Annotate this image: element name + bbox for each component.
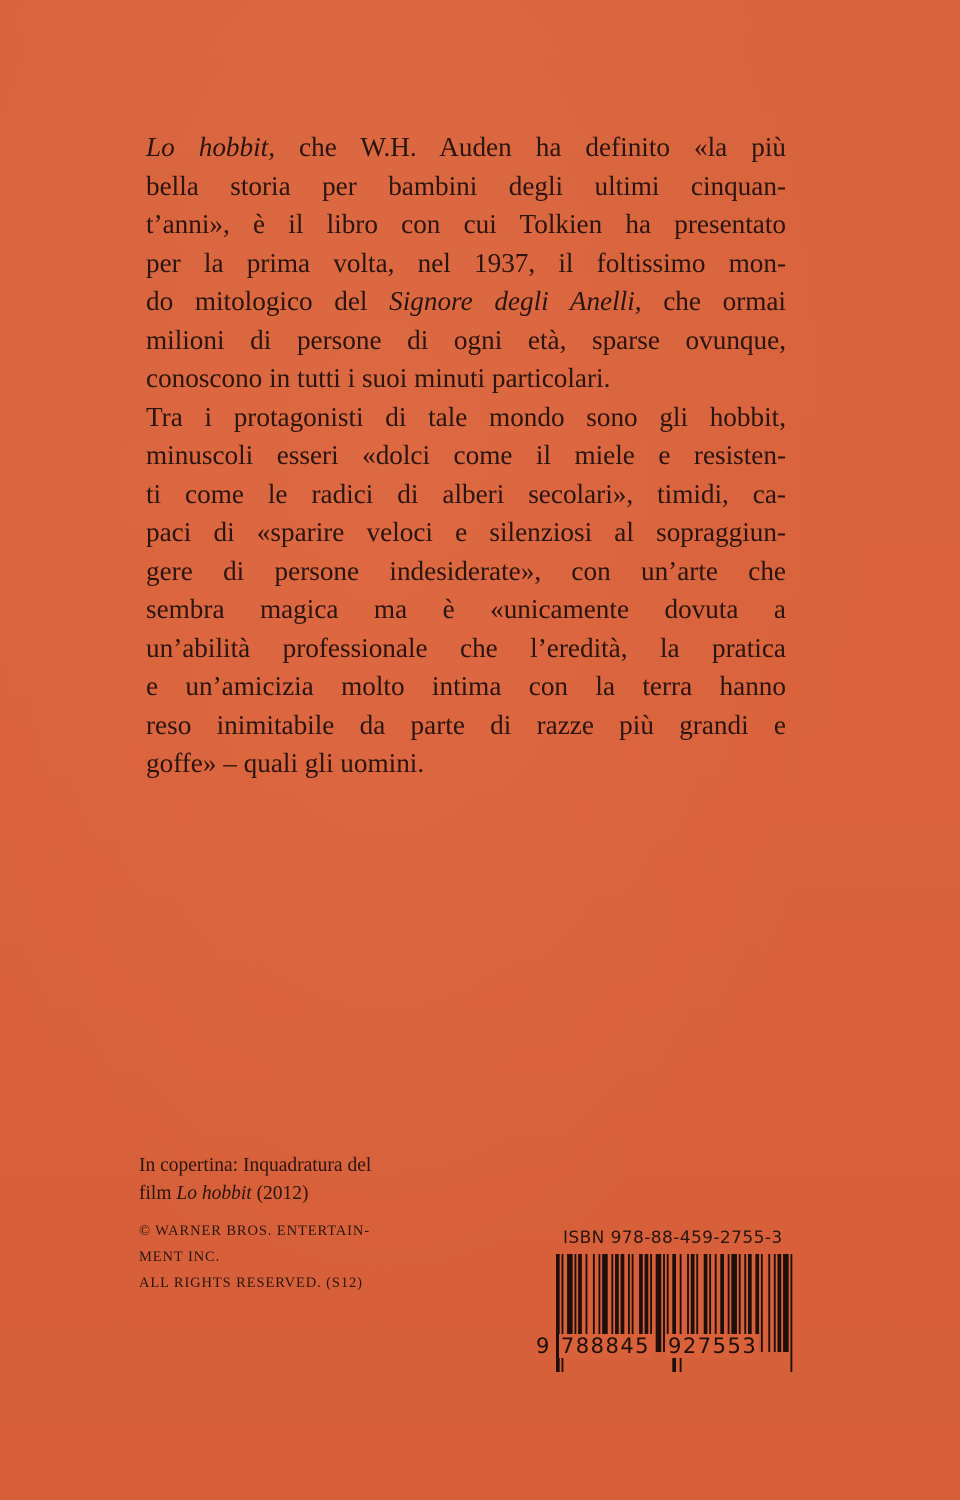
barcode-digit-prefix: 9 (536, 1334, 551, 1358)
isbn-label: ISBN 978-88-459-2755-3 (563, 1228, 783, 1248)
barcode-digit-group-right: 927553 (668, 1334, 758, 1358)
barcode-bar (768, 1254, 770, 1352)
barcode-bar (783, 1254, 789, 1352)
blurb-line (146, 590, 786, 629)
blurb-text-run: che W.H. Auden ha definito «la più (275, 132, 786, 162)
blurb-italic-title: Signore degli Anelli, (389, 286, 642, 316)
blurb-text-run: do mitologico del (146, 286, 390, 316)
blurb-text (146, 128, 786, 783)
blurb-line (146, 744, 786, 783)
blurb-text-run: bella storia per bambini degli ultimi cinquan- (146, 170, 786, 201)
blurb-text-run: gere di persone indesiderate», con un’arte che (146, 555, 786, 586)
barcode-bar (778, 1254, 782, 1352)
credit-film-prefix: film (139, 1183, 177, 1204)
blurb-line (146, 205, 786, 244)
barcode-bar (761, 1254, 763, 1352)
barcode-digits (536, 1334, 759, 1358)
blurb-line (146, 321, 786, 360)
blurb-text-run: un’abilità professionale che l’eredità, la pratica (146, 632, 786, 663)
blurb-line (146, 475, 786, 514)
blurb-text-run: che ormai (641, 286, 786, 316)
copyright-line-3: ALL RIGHTS RESERVED. (S12) (139, 1275, 363, 1291)
blurb-text-run: reso inimitabile da parte di razze più grandi e (146, 709, 786, 740)
credit-line-1: In copertina: Inquadratura del (139, 1155, 372, 1176)
credit-line-2 (139, 1180, 479, 1208)
credit-film-title: Lo hobbit (176, 1183, 252, 1204)
blurb-line (146, 629, 786, 668)
barcode-bar (790, 1254, 792, 1372)
blurb-line (146, 436, 786, 475)
blurb-line (146, 128, 786, 167)
cover-credits (139, 1152, 479, 1296)
blurb-line (146, 359, 786, 398)
blurb-text-run: minuscoli esseri «dolci come il miele e resisten- (146, 440, 786, 470)
blurb-text-run: paci di «sparire veloci e silenziosi al sopraggiun- (146, 517, 786, 547)
blurb-text-run: e un’amicizia molto intima con la terra hanno (146, 671, 786, 701)
blurb-line (146, 667, 786, 706)
blurb-italic-title: Lo hobbit, (146, 132, 276, 162)
blurb-text-run: goffe» – quali gli uomini. (146, 748, 425, 778)
blurb-line (146, 398, 786, 437)
barcode-digit-group-left: 788845 (560, 1334, 651, 1358)
blurb-line (146, 552, 786, 591)
blurb-text-run: milioni di persone di ogni età, sparse ovunque, (146, 324, 786, 355)
blurb-line (146, 167, 786, 206)
blurb-text-run: t’anni», è il libro con cui Tolkien ha presentato (146, 209, 786, 239)
blurb-text-run: Tra i protagonisti di tale mondo sono gli hobbit, (146, 401, 786, 432)
blurb-text-run: per la prima volta, nel 1937, il foltissimo mon- (146, 247, 786, 278)
copyright-line-2: MENT INC. (139, 1249, 221, 1265)
barcode-bar (774, 1254, 776, 1352)
credit-film-year: (2012) (251, 1183, 309, 1204)
blurb-line (146, 706, 786, 745)
copyright-line-1: © WARNER BROS. ENTERTAIN- (139, 1223, 370, 1239)
blurb-text-run: ti come le radici di alberi secolari», timidi, ca- (146, 478, 786, 509)
blurb-text-run: conoscono in tutti i suoi minuti particolari. (146, 363, 611, 393)
blurb-line (146, 282, 786, 321)
blurb-line (146, 244, 786, 283)
blurb-line (146, 513, 786, 552)
blurb-text-run: sembra magica ma è «unicamente dovuta a (146, 594, 786, 624)
